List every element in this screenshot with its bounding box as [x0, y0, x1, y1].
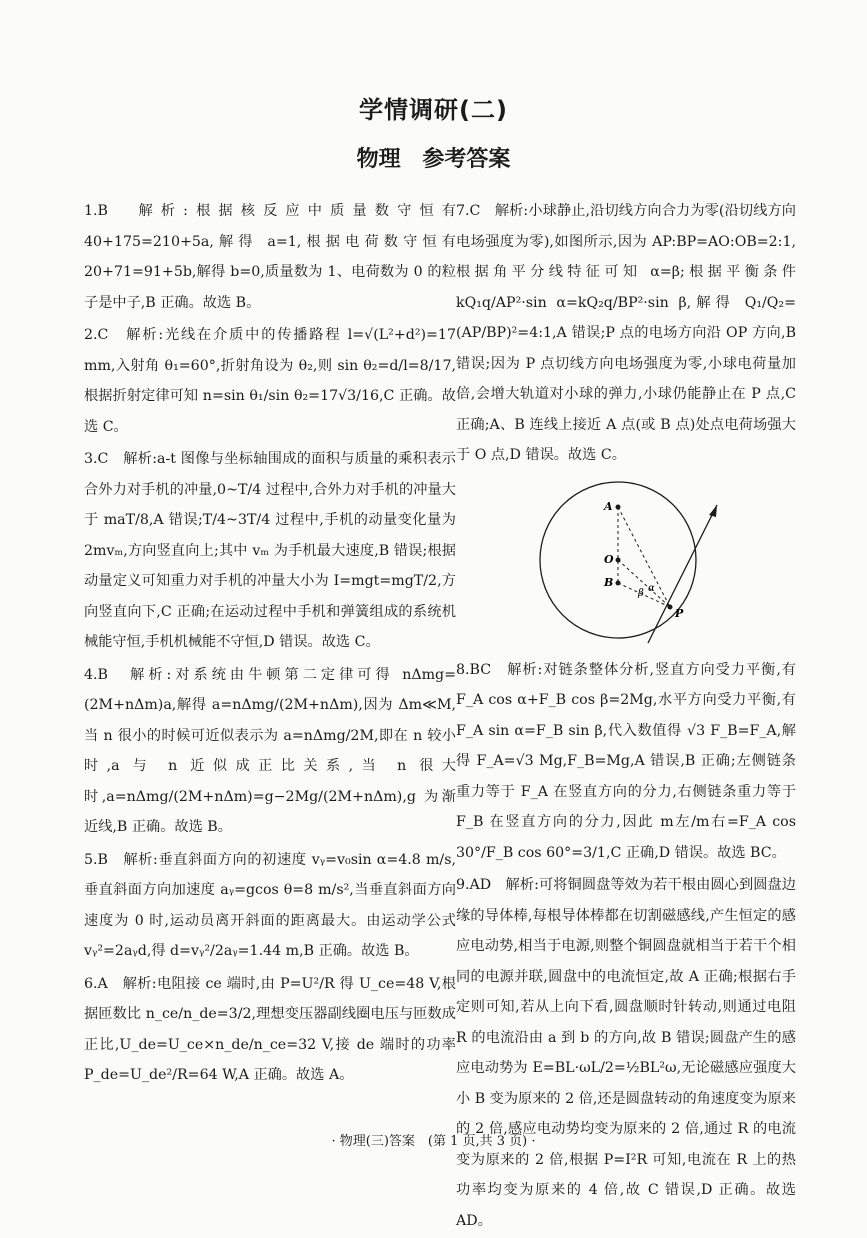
point-b: [616, 580, 621, 585]
page-title: 学情调研(二): [359, 96, 508, 124]
label-p: P: [675, 606, 684, 620]
segment-bp: [618, 583, 670, 607]
answer-1: 1.B 解析:根据核反应中质量数守恒有 40+175=210+5a,解得 a=1,根据电荷数守恒有 20+71=91+5b,解得 b=0,质量数为 1、电荷数为 0 的粒子是中子,B 正确。故选 B。: [84, 203, 456, 311]
point-a: [616, 504, 621, 509]
left-column: [84, 196, 456, 1093]
label-beta: β: [638, 587, 644, 599]
tangent-line: [648, 505, 717, 643]
label-a: A: [604, 499, 613, 513]
point-p: [668, 604, 673, 609]
segment-ap: [618, 507, 670, 607]
arrow-head: [709, 505, 717, 517]
label-o: O: [604, 552, 614, 566]
right-column: [456, 196, 796, 1238]
segment-op: [618, 560, 670, 607]
label-b: B: [604, 575, 614, 589]
answer-4: 4.B 解析:对系统由牛顿第二定律可得 nΔmg=(2M+nΔm)a,解得 a=nΔmg/(2M+nΔm),因为 Δm≪M,当 n 很小的时候可近似表示为 a=nΔmg/2M,即在 n 较小时,a 与 n 近似成正比关系,当 n 很大时,a=nΔmg/(2M+nΔm)=g−2Mg/(2M+nΔm),g 为渐近线,B 正确。故选 B。: [84, 666, 456, 835]
point-o: [616, 557, 621, 562]
answer-7: 7.C 解析:小球静止,沿切线方向合力为零(沿切线方向电场强度为零),如图所示,因为 AP:BP=AO:OB=2:1,根据角平分线特征可知 α=β;根据平衡条件 kQ₁q/AP²·sin α=kQ₂q/BP²·sin β,解得 Q₁/Q₂=(AP/BP)²=4:1,A 错误;P 点的电场方向沿 OP 方向,B 错误;因为 P 点切线方向电场强度为零,小球电荷量加倍,会增大轨道对小球的弹力,小球仍能静止在 P 点,C 正确;A、B 连线上接近 A 点(或 B 点)处点电荷场强大于 O 点,D 错误。故选 C。: [456, 203, 796, 463]
answer-8: 8.BC 解析:对链条整体分析,竖直方向受力平衡,有 F_A cos α+F_B cos β=2Mg,水平方向受力平衡,有 F_A sin α=F_B sin β,代入数值得 √3 F_B=F_A,解得 F_A=√3 Mg,F_B=Mg,A 错误,B 正确;左侧链条重力等于 F_A 在竖直方向的分力,右侧链条重力等于 F_B 在竖直方向的分力,因此 m左/m右=F_A cos 30°/F_B cos 60°=3/1,C 正确,D 错误。故选 BC。: [456, 661, 796, 861]
answer-5: 5.B 解析:垂直斜面方向的初速度 vᵧ=v₀sin α=4.8 m/s,垂直斜面方向加速度 aᵧ=gcos θ=8 m/s²,当垂直斜面方向速度为 0 时,运动员离开斜面的距离最大。由运动学公式 vᵧ²=2aᵧd,得 d=vᵧ²/2aᵧ=1.44 m,B 正确。故选 B。: [84, 851, 456, 959]
page-footer: · 物理(三)答案 (第 1 页,共 3 页) ·: [331, 1134, 536, 1149]
page-subtitle: 物理 参考答案: [356, 147, 511, 172]
label-alpha: α: [648, 582, 655, 594]
answer-6: 6.A 解析:电阻接 ce 端时,由 P=U²/R 得 U_ce=48 V,根据匝数比 n_ce/n_de=3/2,理想变压器副线圈电压与匝数成正比,U_de=U_ce×n_de/n_ce=32 V,接 de 端时的功率 P_de=U_de²/R=64 W,A 正确。故选 A。: [84, 975, 456, 1083]
answer-3: 3.C 解析:a-t 图像与坐标轴围成的面积与质量的乘积表示合外力对手机的冲量,0~T/4 过程中,合外力对手机的冲量大于 maT/8,A 错误;T/4~3T/4 过程中,手机的动量变化量为 2mvₘ,方向竖直向上;其中 vₘ 为手机最大速度,B 错误;根据动量定义可知重力对手机的冲量大小为 I=mgt=mgT/2,方向竖直向下,C 正确;在运动过程中手机和弹簧组成的系统机械能守恒,手机机械能不守恒,D 错误。故选 C。: [84, 451, 456, 650]
answer-2: 2.C 解析:光线在介质中的传播路程 l=√(L²+d²)=17 mm,入射角 θ₁=60°,折射角设为 θ₂,则 sin θ₂=d/l=8/17,根据折射定律可知 n=sin θ₁/sin θ₂=17√3/16,C 正确。故选 C。: [84, 327, 456, 435]
circle-diagram: [530, 475, 730, 645]
answer-9: 9.AD 解析:可将铜圆盘等效为若干根由圆心到圆盘边缘的导体棒,每根导体棒都在切割磁感线,产生恒定的感应电动势,相当于电源,则整个铜圆盘就相当于若干个相同的电源并联,圆盘中的电流恒定,故 A 正确;根据右手定则可知,若从上向下看,圆盘顺时针转动,则通过电阻 R 的电流沿由 a 到 b 的方向,故 B 错误;圆盘产生的感应电动势为 E=BL·ωL/2=½BL²ω,无论磁感应强度大小 B 变为原来的 2 倍,还是圆盘转动的角速度变为原来的 2 倍,感应电动势均变为原来的 2 倍,通过 R 的电流变为原来的 2 倍,根据 P=I²R 可知,电流在 R 上的热功率均变为原来的 4 倍,故 C 错误,D 正确。故选 AD。: [456, 877, 796, 1229]
